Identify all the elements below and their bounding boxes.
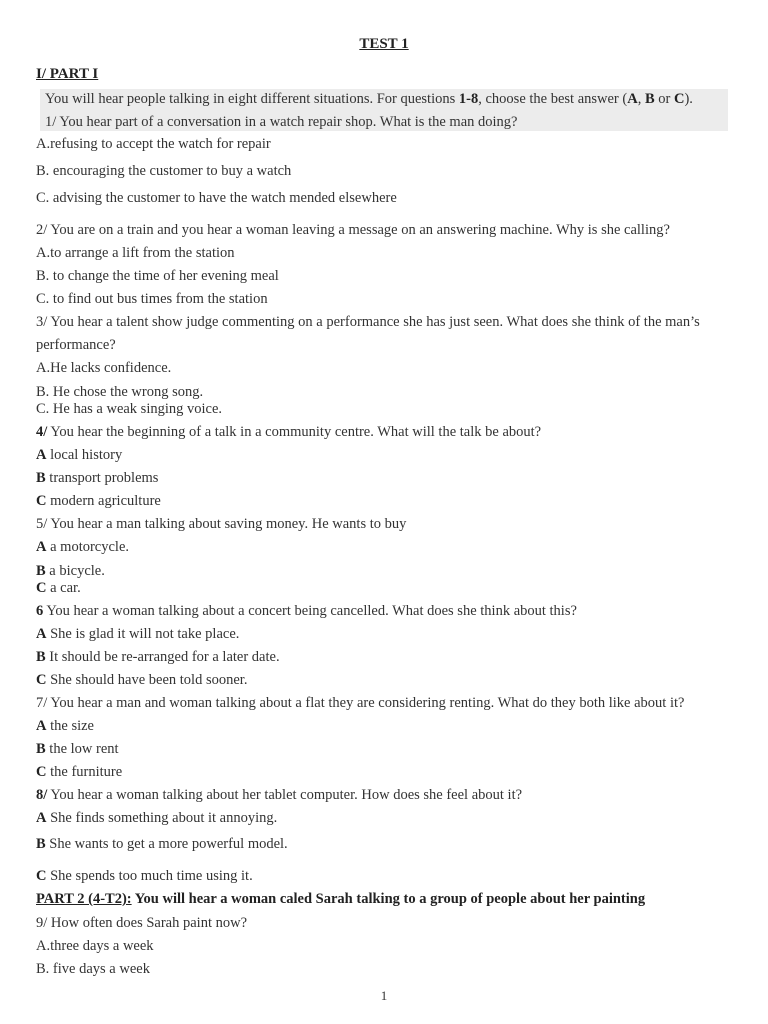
question-6: 6 You hear a woman talking about a concert being cancelled. What does she think about this? — [36, 603, 577, 619]
part2-heading: PART 2 (4-T2): You will hear a woman caled Sarah talking to a group of people about her painting — [36, 891, 646, 907]
q4-option-a: A local history — [36, 447, 123, 463]
q7-option-b: B the low rent — [36, 741, 119, 757]
q4-option-b: B transport problems — [36, 470, 159, 486]
q2-option-a: A.to arrange a lift from the station — [36, 245, 235, 261]
q1-option-a: A.refusing to accept the watch for repair — [36, 136, 271, 152]
question-1: 1/ You hear part of a conversation in a watch repair shop. What is the man doing? — [45, 114, 518, 130]
question-4: 4/ You hear the beginning of a talk in a community centre. What will the talk be about? — [36, 424, 542, 440]
question-8: 8/ You hear a woman talking about her tablet computer. How does she feel about it? — [36, 787, 523, 803]
q6-option-b: B It should be re-arranged for a later date. — [36, 649, 280, 665]
q1-option-b: B. encouraging the customer to buy a watch — [36, 163, 292, 179]
question-3-line-2: performance? — [36, 337, 116, 353]
q5-option-a: A a motorcycle. — [36, 539, 130, 555]
q3-option-b: B. He chose the wrong song. — [36, 384, 204, 400]
q7-option-c: C the furniture — [36, 764, 123, 780]
q3-option-c: C. He has a weak singing voice. — [36, 401, 223, 417]
part1-heading: I/ PART I — [36, 66, 99, 82]
q9-option-b: B. five days a week — [36, 961, 150, 977]
q2-option-b: B. to change the time of her evening meal — [36, 268, 279, 284]
page-number: 1 — [380, 988, 388, 1003]
question-7: 7/ You hear a man and woman talking about a flat they are considering renting. What do they both like about it? — [36, 695, 685, 711]
q6-option-c: C She should have been told sooner. — [36, 672, 248, 688]
q7-option-a: A the size — [36, 718, 94, 734]
question-3-line-1: 3/ You hear a talent show judge commenting on a performance she has just seen. What does she think of the man’s — [36, 314, 700, 330]
q4-option-c: C modern agriculture — [36, 493, 161, 509]
q3-option-a: A.He lacks confidence. — [36, 360, 172, 376]
q8-option-b: B She wants to get a more powerful model. — [36, 836, 288, 852]
question-5: 5/ You hear a man talking about saving money. He wants to buy — [36, 516, 407, 532]
q8-option-c: C She spends too much time using it. — [36, 868, 253, 884]
part1-instruction: You will hear people talking in eight different situations. For questions 1-8, choose the best answer (A, B or C). — [45, 91, 693, 107]
q6-option-a: A She is glad it will not take place. — [36, 626, 240, 642]
q5-option-c: C a car. — [36, 580, 81, 596]
question-9: 9/ How often does Sarah paint now? — [36, 915, 248, 931]
q9-option-a: A.three days a week — [36, 938, 154, 954]
q2-option-c: C. to find out bus times from the station — [36, 291, 268, 307]
test-title: TEST 1 — [359, 36, 409, 52]
q1-option-c: C. advising the customer to have the watch mended elsewhere — [36, 190, 397, 206]
question-2: 2/ You are on a train and you hear a woman leaving a message on an answering machine. Why is she calling? — [36, 222, 670, 238]
q5-option-b: B a bicycle. — [36, 563, 105, 579]
q8-option-a: A She finds something about it annoying. — [36, 810, 278, 826]
